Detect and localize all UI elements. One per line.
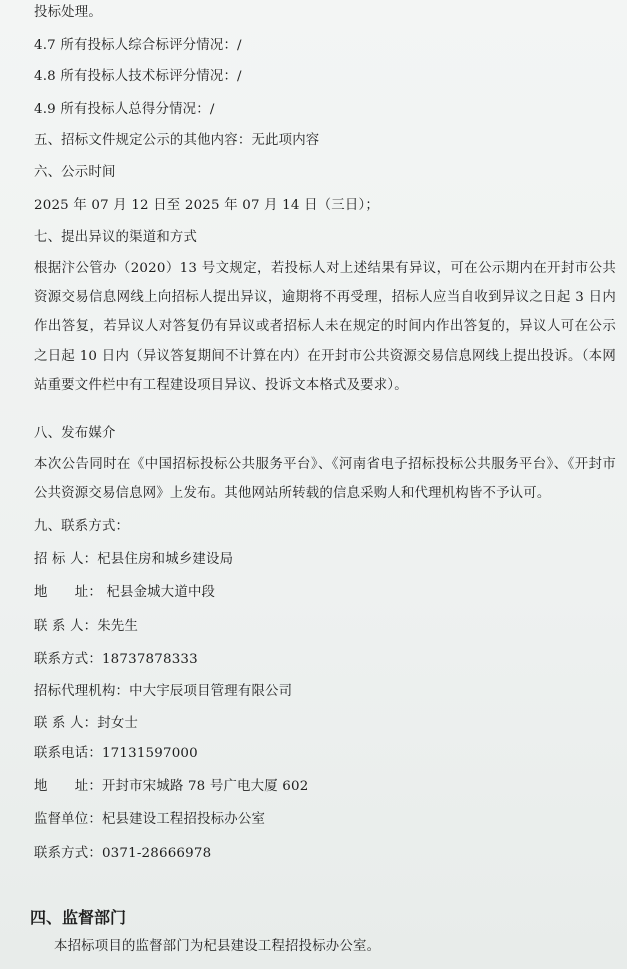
- agency-name: 招标代理机构：中大宇辰项目管理有限公司: [34, 684, 293, 699]
- section-8-heading: 八、发布媒介: [34, 426, 116, 441]
- media-paragraph: 本次公告同时在《中国招标投标公共服务平台》、《河南省电子招标投标公共服务平台》、《开封市公共资源交易信息网》上发布。其他网站所转载的信息采购人和代理机构皆不予认可。: [34, 457, 616, 502]
- text-line-4-8: 4.8 所有投标人技术标评分情况：/: [34, 69, 242, 84]
- contact-phone: 联系方式：18737878333: [34, 652, 198, 667]
- section-5-heading: 五、招标文件规定公示的其他内容：无此项内容: [34, 133, 320, 148]
- section-7-heading: 七、提出异议的渠道和方式: [34, 230, 198, 245]
- section-6-heading: 六、公示时间: [34, 165, 116, 180]
- publicity-period: 2025 年 07 月 12 日至 2025 年 07 月 14 日（三日）；: [34, 198, 379, 213]
- supervision-phone: 联系方式：0371-28666978: [34, 846, 212, 861]
- objection-paragraph: 根据汴公管办（2020）13 号文规定，若投标人对上述结果有异议，可在公示期内在开封市公共资源交易信息网线上向招标人提出异议，逾期将不再受理，招标人应当自收到异议之日起 3 日内作出答复，若异议人对答复仍有异议或者招标人未在规定的时间内作出答复的，异议人可在公示之日起 10 日内（异议答复期间不计算在内）在开封市公共资源交易信息网线上提出投诉。（本网站重要文件栏中有工程建设项目异议、投诉文本格式及要求）。: [34, 261, 616, 393]
- text-line: 投标处理。: [34, 5, 102, 20]
- agency-contact-person: 联 系 人：封女士: [34, 716, 139, 731]
- agency-address: 地 址：开封市宋城路 78 号广电大厦 602: [34, 779, 309, 794]
- section-4-heading: 四、监督部门: [30, 908, 127, 927]
- section-9-heading: 九、联系方式：: [34, 519, 130, 534]
- contact-tenderer: 招 标 人：杞县住房和城乡建设局: [34, 552, 234, 567]
- agency-phone: 联系电话：17131597000: [34, 746, 198, 761]
- contact-person: 联 系 人：朱先生: [34, 619, 139, 634]
- text-line-4-7: 4.7 所有投标人综合标评分情况：/: [34, 38, 242, 53]
- text-line-4-9: 4.9 所有投标人总得分情况：/: [34, 102, 215, 117]
- supervision-unit: 监督单位：杞县建设工程招投标办公室: [34, 812, 266, 827]
- contact-address: 地 址： 杞县金城大道中段: [34, 585, 216, 600]
- section-4-body: 本招标项目的监督部门为杞县建设工程招投标办公室。: [54, 939, 381, 954]
